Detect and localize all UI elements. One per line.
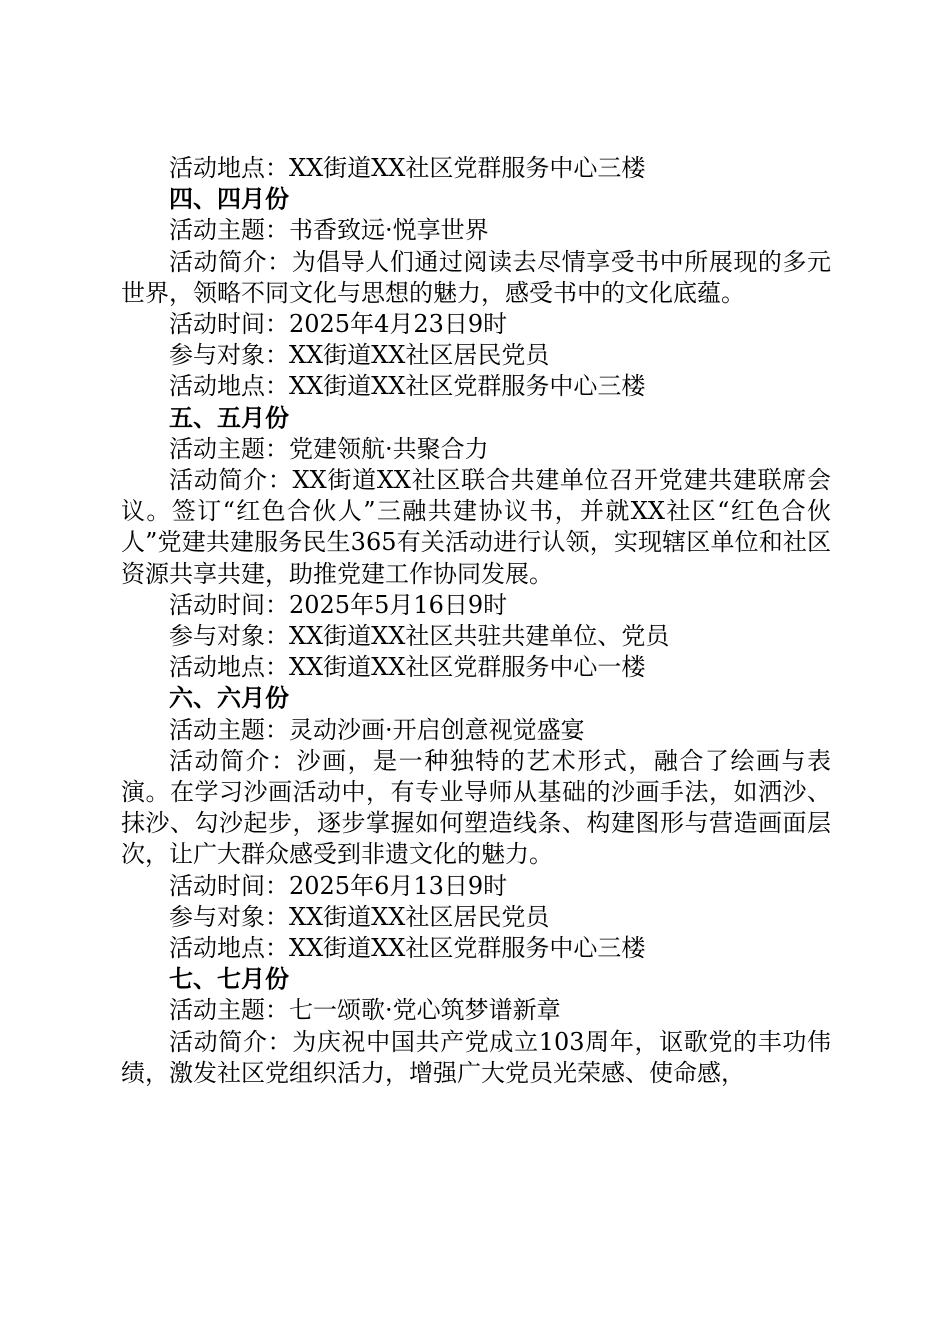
theme-line: 活动主题：灵动沙画·开启创意视觉盛宴 — [169, 715, 585, 744]
time-line: 活动时间：2025年5月16日9时 — [169, 590, 508, 619]
intro-paragraph: 活动简介：XX街道XX社区联合共建单位召开党建共建联席会议。签订“红色合伙人”三融共建协议书，并就XX社区“红色合伙人”党建共建服务民生365有关活动进行认领，实现辖区单位和社区资源共享共建，助推党建工作协同发展。 — [121, 466, 831, 588]
theme-line: 活动主题：党建领航·共聚合力 — [169, 434, 489, 463]
time-line: 活动时间：2025年4月23日9时 — [169, 310, 508, 339]
section-heading-april: 四、四月份 — [169, 185, 289, 214]
section-heading-june: 六、六月份 — [169, 684, 289, 713]
participants-line: 参与对象：XX街道XX社区共驻共建单位、党员 — [169, 622, 670, 651]
location-line: 活动地点：XX街道XX社区党群服务中心三楼 — [169, 372, 646, 401]
theme-line: 活动主题：七一颂歌·党心筑梦谱新章 — [169, 996, 561, 1025]
section-heading-july: 七、七月份 — [169, 965, 289, 994]
location-line: 活动地点：XX街道XX社区党群服务中心一楼 — [169, 653, 646, 682]
location-line: 活动地点：XX街道XX社区党群服务中心三楼 — [169, 934, 646, 963]
participants-line: 参与对象：XX街道XX社区居民党员 — [169, 902, 550, 931]
location-line: 活动地点：XX街道XX社区党群服务中心三楼 — [169, 154, 646, 182]
time-line: 活动时间：2025年6月13日9时 — [169, 871, 508, 900]
intro-paragraph: 活动简介：沙画，是一种独特的艺术形式，融合了绘画与表演。在学习沙画活动中，有专业导师从基础的沙画手法，如洒沙、抹沙、勾沙起步，逐步掌握如何塑造线条、构建图形与营造画面层次，让广大群众感受到非遗文化的魅力。 — [121, 746, 831, 869]
document-body — [121, 153, 831, 1089]
theme-line: 活动主题：书香致远·悦享世界 — [169, 216, 489, 245]
intro-paragraph: 活动简介：为倡导人们通过阅读去尽情享受书中所展现的多元世界，领略不同文化与思想的魅力，感受书中的文化底蕴。 — [121, 247, 831, 307]
participants-line: 参与对象：XX街道XX社区居民党员 — [169, 341, 550, 370]
intro-paragraph: 活动简介：为庆祝中国共产党成立103周年，讴歌党的丰功伟绩，激发社区党组织活力，增强广大党员光荣感、使命感， — [121, 1027, 831, 1087]
section-heading-may: 五、五月份 — [169, 403, 289, 432]
